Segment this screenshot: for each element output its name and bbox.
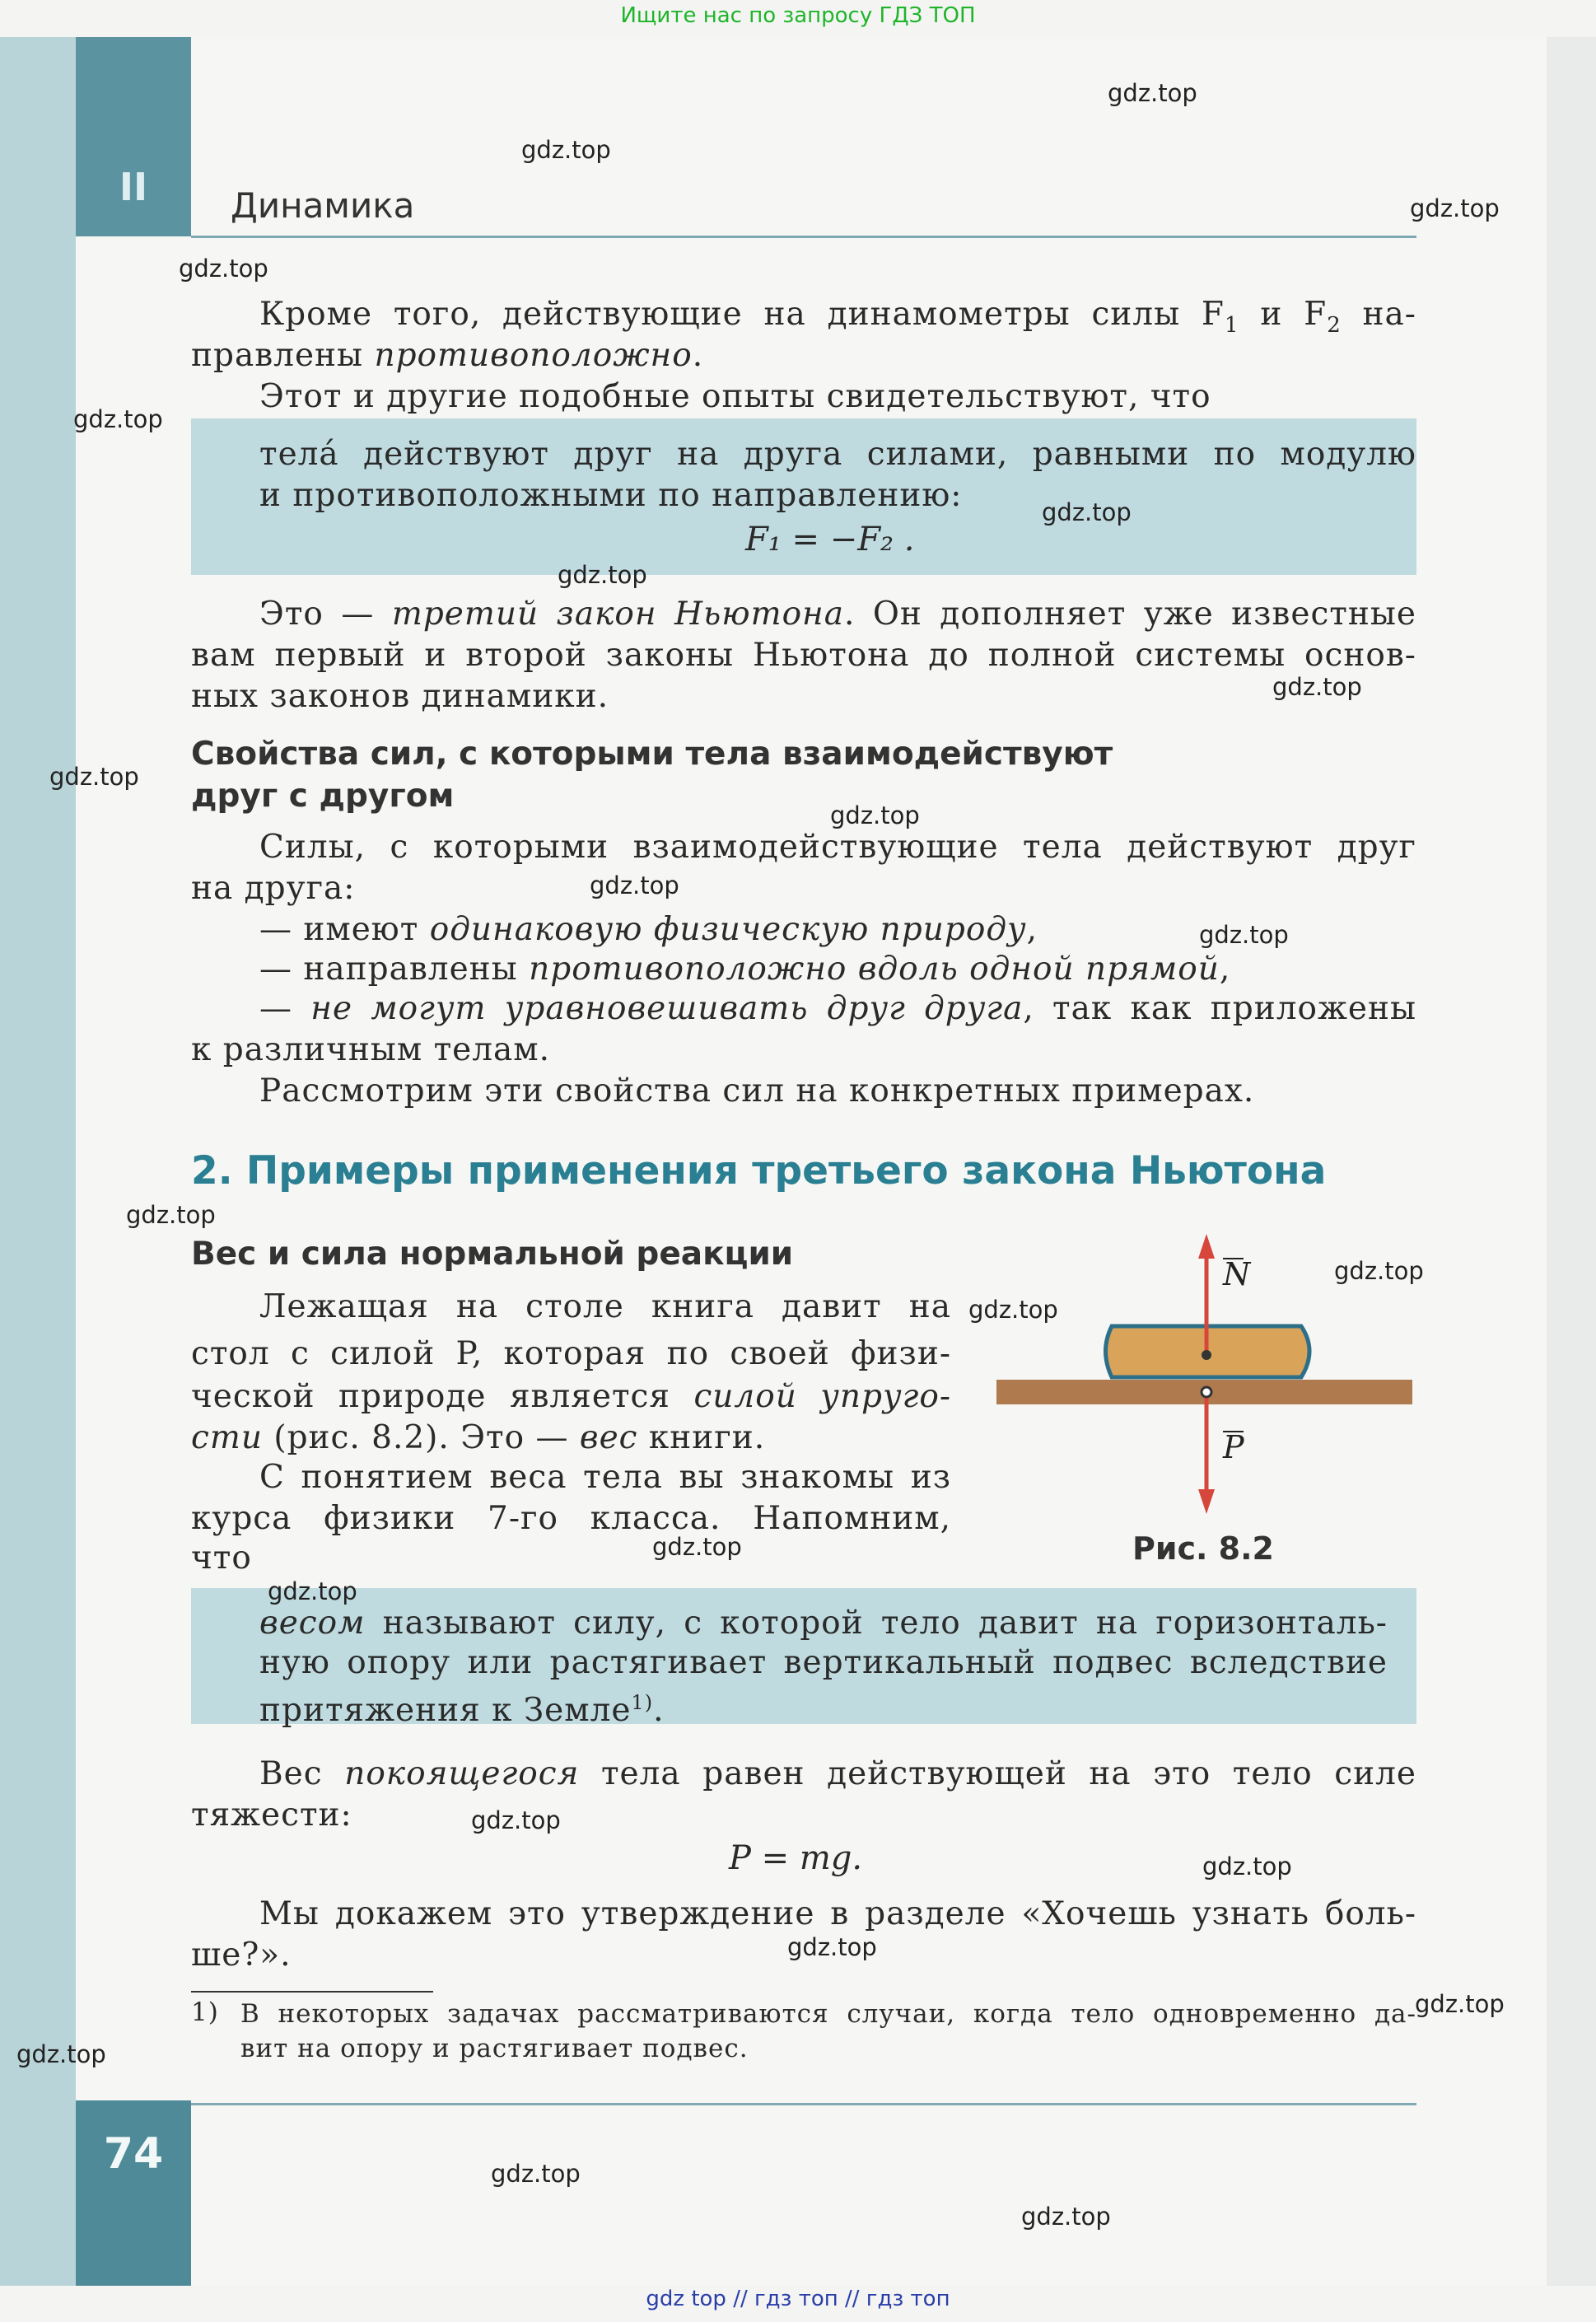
paragraph-line: Это — третий закон Ньютона. Он дополняет уже известные — [259, 596, 1416, 633]
watermark: gdz.top — [179, 255, 268, 283]
list-item: к различным телам. — [191, 1031, 550, 1068]
paragraph-line: ных законов динамики. — [191, 678, 609, 715]
paragraph-line: курса физики 7-го класса. Напомним, — [191, 1500, 951, 1537]
watermark: gdz.top — [1108, 79, 1197, 107]
footnote-rule — [191, 1991, 433, 1993]
list-item: — не могут уравновешивать друг друга, так как приложены — [259, 990, 1416, 1027]
subheading: Свойства сил, с которыми тела взаимодействуют — [191, 736, 1113, 773]
paragraph-line: Силы, с которыми взаимодействующие тела действуют друг — [259, 829, 1416, 866]
watermark: gdz.top — [126, 1201, 216, 1229]
chapter-title: Динамика — [231, 185, 415, 226]
footnote-line: вит на опору и растягивает подвес. — [240, 2034, 749, 2063]
subheading: друг с другом — [191, 778, 455, 815]
watermark: gdz.top — [1202, 1852, 1292, 1880]
law-line: телá действуют друг на друга силами, равными по модулю — [259, 436, 1416, 473]
definition-line: весом называют силу, с которой тело давит на горизонталь- — [259, 1605, 1388, 1642]
formula-weight: P = mg. — [729, 1839, 863, 1877]
paragraph-line: Рассмотрим эти свойства сил на конкретных примерах. — [259, 1072, 1255, 1110]
watermark: gdz.top — [830, 801, 920, 829]
section-number: II — [119, 165, 148, 209]
weight-arrowhead — [1198, 1489, 1215, 1514]
label-p: P — [1223, 1429, 1244, 1465]
watermark: gdz.top — [1199, 921, 1289, 949]
page-edge — [1547, 37, 1596, 2286]
section-heading: 2. Примеры применения третьего закона Ньютона — [191, 1148, 1327, 1194]
definition-line: ную опору или растягивает вертикальный подвес вследствие — [259, 1644, 1388, 1681]
normal-force-arrowhead — [1198, 1234, 1215, 1259]
watermark: gdz.top — [16, 2040, 106, 2068]
paragraph-line: ческой природе является силой упруго- — [191, 1378, 951, 1415]
watermark: gdz.top — [558, 561, 647, 589]
footnote-line: В некоторых задачах рассматриваются случаи, когда тело одновременно да- — [240, 1999, 1416, 2029]
watermark: gdz.top — [787, 1933, 877, 1961]
paragraph-line: Кроме того, действующие на динамометры силы $F_1$ и $F_2$ на- — [259, 296, 1416, 338]
paragraph-line: С понятием веса тела вы знакомы из — [259, 1459, 951, 1496]
footer-rule — [191, 2103, 1416, 2105]
watermark: gdz.top — [268, 1577, 357, 1605]
footnote-mark: 1) — [191, 1997, 219, 2027]
paragraph-line: на друга: — [191, 870, 356, 907]
subheading: Вес и сила нормальной реакции — [191, 1236, 794, 1273]
list-item: — направлены противоположно вдоль одной прямой, — [259, 951, 1231, 988]
watermark: gdz.top — [1272, 673, 1362, 701]
paragraph-line: что — [191, 1539, 252, 1577]
watermark: gdz.top — [652, 1533, 742, 1561]
left-margin — [0, 37, 76, 2286]
list-item: — имеют одинаковую физическую природу, — [259, 911, 1038, 948]
watermark: gdz.top — [1334, 1257, 1424, 1285]
watermark: gdz.top — [521, 136, 611, 164]
page-number: 74 — [103, 2129, 164, 2179]
page-number-box — [76, 2100, 191, 2286]
application-point-n — [1202, 1350, 1211, 1360]
watermark: gdz.top — [1021, 2203, 1111, 2231]
paragraph-line: вам первый и второй законы Ньютона до полной системы основ- — [191, 637, 1416, 674]
law-line: и противоположными по направлению: — [259, 477, 963, 514]
ad-banner-top[interactable]: Ищите нас по запросу ГДЗ ТОП — [620, 3, 976, 28]
ad-banner-bottom[interactable]: gdz top // гдз топ // гдз топ — [646, 2287, 950, 2311]
watermark: gdz.top — [491, 2160, 581, 2188]
paragraph-line: Вес покоящегося тела равен действующей на это тело силе — [259, 1755, 1416, 1792]
paragraph-line: стол с силой P, которая по своей физи- — [191, 1335, 951, 1372]
application-point-p — [1202, 1387, 1211, 1397]
paragraph-line: тяжести: — [191, 1796, 352, 1834]
watermark: gdz.top — [1415, 1990, 1505, 2018]
paragraph-line: сти (рис. 8.2). Это — вес книги. — [191, 1419, 766, 1456]
watermark: gdz.top — [590, 871, 679, 899]
watermark: gdz.top — [968, 1296, 1058, 1324]
definition-line: притяжения к Земле$^{1)}$. — [259, 1691, 665, 1729]
paragraph-line: правлены противоположно. — [191, 337, 704, 374]
watermark: gdz.top — [73, 405, 163, 433]
paragraph-line: Лежащая на столе книга давит на — [259, 1288, 951, 1325]
watermark: gdz.top — [1410, 194, 1500, 222]
watermark: gdz.top — [1042, 498, 1132, 526]
watermark: gdz.top — [49, 763, 139, 791]
paragraph-line: Мы докажем это утверждение в разделе «Хочешь узнать боль- — [259, 1895, 1416, 1932]
label-n: N — [1223, 1256, 1251, 1292]
paragraph-line: ше?». — [191, 1937, 292, 1974]
watermark: gdz.top — [471, 1806, 561, 1834]
paragraph-line: Этот и другие подобные опыты свидетельствуют, что — [259, 378, 1211, 415]
header-rule — [191, 236, 1416, 238]
figure-caption: Рис. 8.2 — [1132, 1530, 1274, 1567]
formula-third-law: F₁ = −F₂ . — [745, 521, 915, 558]
